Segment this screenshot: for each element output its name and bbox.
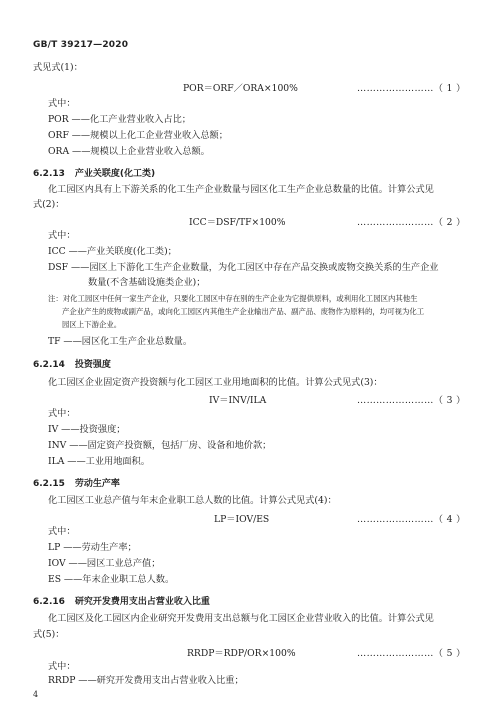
body-text: 式中： [48,98,76,109]
formula-3: IV＝INV/ILA [209,395,267,406]
body-text: 式(2)： [33,199,65,210]
definition-item: POR ——化工产业营业收入占比； [48,114,191,125]
formula-4-number: ……………………（ 4 ） [357,514,466,525]
section-title: 劳动生产率 [74,479,120,489]
body-text: 化工园区工业总产值与年末企业职工总人数的比值。计算公式见式(4)： [48,495,337,506]
section-number: 6.2.16 [33,597,65,607]
definition-item: ORA ——规模以上企业营业收入总额。 [48,146,210,157]
body-text: 式见式(1)： [33,62,83,73]
definition-item: DSF ——园区上下游化工生产企业数量，为化工园区中存在产品交换或废物交换关系的生产企业 [48,262,439,273]
formula-3-number: ……………………（ 3 ） [357,395,466,406]
body-text: 化工园区内具有上下游关系的化工生产企业数量与园区化工生产企业总数量的比值。计算公式见 [48,184,434,195]
definition-item: IV ——投资强度； [48,424,126,435]
formula-5-number: ……………………（ 5 ） [357,648,466,659]
body-text: 式中： [48,661,76,672]
note-text: 产企业产生的废物或副产品，或向化工园区内其他生产企业输出产品、副产品、废物作为原料的，均可视为化工 [62,307,425,316]
section-number: 6.2.13 [33,169,65,179]
body-text: 式(5)： [33,629,65,640]
page-number: 4 [33,690,39,699]
standard-code-header: GB/T 39217—2020 [33,40,129,50]
definition-item-continued: 数量(不含基础设施类企业)； [88,277,206,288]
body-text: 式中： [48,230,76,241]
section-title: 投资强度 [74,360,111,370]
section-number: 6.2.14 [33,360,65,370]
body-text: 式中： [48,526,76,537]
definition-item: ICC ——产业关联度(化工类)； [48,246,177,257]
section-heading [33,166,155,179]
formula-4: LP＝IOV/ES [214,514,270,525]
formula-1: POR＝ORF／ORA×100% [183,83,298,94]
body-text: 式中： [48,408,76,419]
definition-item: RRDP ——研究开发费用支出占营业收入比重； [48,675,244,686]
section-number: 6.2.15 [33,479,65,489]
body-text: 化工园区企业固定资产投资额与化工园区工业用地面积的比值。计算公式见式(3)： [48,377,383,388]
note-text: 园区上下游企业。 [62,320,122,329]
definition-item: INV ——固定资产投资额，包括厂房、设备和地价款； [48,440,272,451]
definition-item: ILA ——工业用地面积。 [48,456,150,467]
definition-item: TF ——园区化工生产企业总数量。 [48,336,193,347]
note-text: 注：对化工园区中任何一家生产企业，只要化工园区中存在别的生产企业为它提供原料，或利用化工园区内其他生 [48,294,418,303]
section-heading [33,357,111,370]
definition-item: ES ——年末企业职工总人数。 [48,574,175,585]
section-heading [33,594,210,607]
definition-item: LP ——劳动生产率； [48,542,137,553]
formula-2-number: ……………………（ 2 ） [357,217,466,228]
section-heading [33,476,120,489]
formula-5: RRDP＝RDP/OR×100% [187,648,296,659]
definition-item: IOV ——园区工业总产值； [48,558,161,569]
section-title: 产业关联度(化工类) [74,169,156,179]
definition-item: ORF ——规模以上化工企业营业收入总额； [48,130,228,141]
formula-2: ICC＝DSF/TF×100% [189,217,286,228]
body-text: 化工园区及化工园区内企业研究开发费用支出总额与化工园区企业营业收入的比值。计算公式见 [48,613,434,624]
section-title: 研究开发费用支出占营业收入比重 [74,597,210,607]
formula-1-number: ……………………（ 1 ） [357,83,466,94]
